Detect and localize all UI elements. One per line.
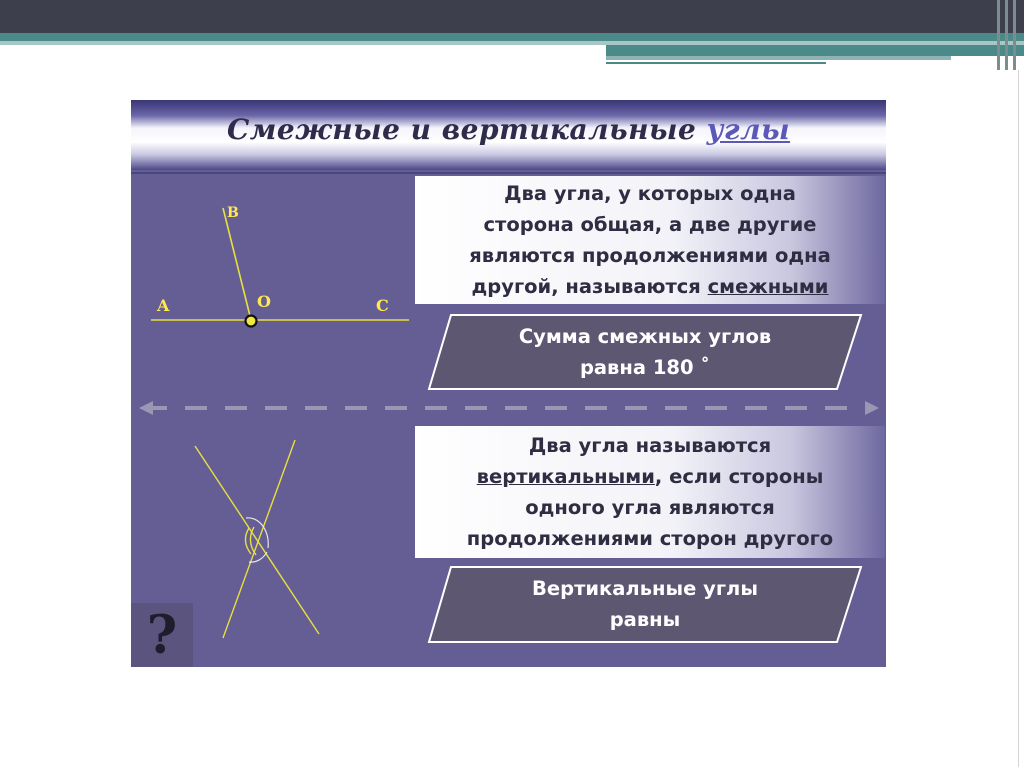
header-bar [0,0,1024,33]
label-o: O [257,292,271,311]
result-line: равны [609,608,681,631]
definition-prefix: другой, называются [471,275,708,298]
definition-line [415,271,885,302]
line-2 [223,440,295,638]
term-adjacent: смежными [707,275,829,298]
label-c: C [376,296,389,315]
point-o [246,316,257,327]
label-b: B [227,205,239,221]
corner-line [1005,0,1008,70]
term-vertical: вертикальными [476,465,655,488]
result-text [427,573,863,635]
section-divider-arrow [139,401,879,415]
title-accent-link[interactable]: углы [706,113,791,146]
definition-suffix: , если стороны [654,465,824,488]
arrow-left-icon [139,401,153,415]
corner-line [997,0,1000,70]
label-a: A [157,296,170,315]
title-main: Смежные и вертикальные [226,113,697,146]
definition-line: продолжениями сторон другого [466,527,834,550]
definition-line: Два угла, у которых одна [504,182,796,205]
arrow-right-icon [865,401,879,415]
vertical-definition-box [415,426,885,558]
result-line: равна 180 ˚ [579,356,711,379]
vertical-result-box [427,565,863,644]
vertical-angles-diagram [195,440,319,638]
definition-line: одного угла являются [525,496,775,519]
definition-line: Два угла называются [528,434,772,457]
header-stripe [0,33,1024,41]
adjacent-definition-box [415,176,885,304]
page-edge-line [1018,70,1019,767]
result-text [427,321,863,383]
result-line: Сумма смежных углов [518,325,772,348]
adjacent-angles-diagram [151,205,409,327]
ray-ob [223,208,251,320]
question-mark-icon: ? [146,605,178,666]
result-line: Вертикальные углы [532,577,758,600]
slide [131,100,886,667]
definition-line: являются продолжениями одна [469,244,831,267]
corner-line [1013,0,1016,70]
definition-line: сторона общая, а две другие [483,213,817,236]
line-1 [195,446,319,634]
help-button[interactable] [131,603,193,667]
header-accent-bar-light [606,56,951,60]
definition-line [415,461,885,492]
adjacent-result-box [427,313,863,391]
header-accent-line [606,62,826,64]
header-accent-bar [606,45,1024,56]
